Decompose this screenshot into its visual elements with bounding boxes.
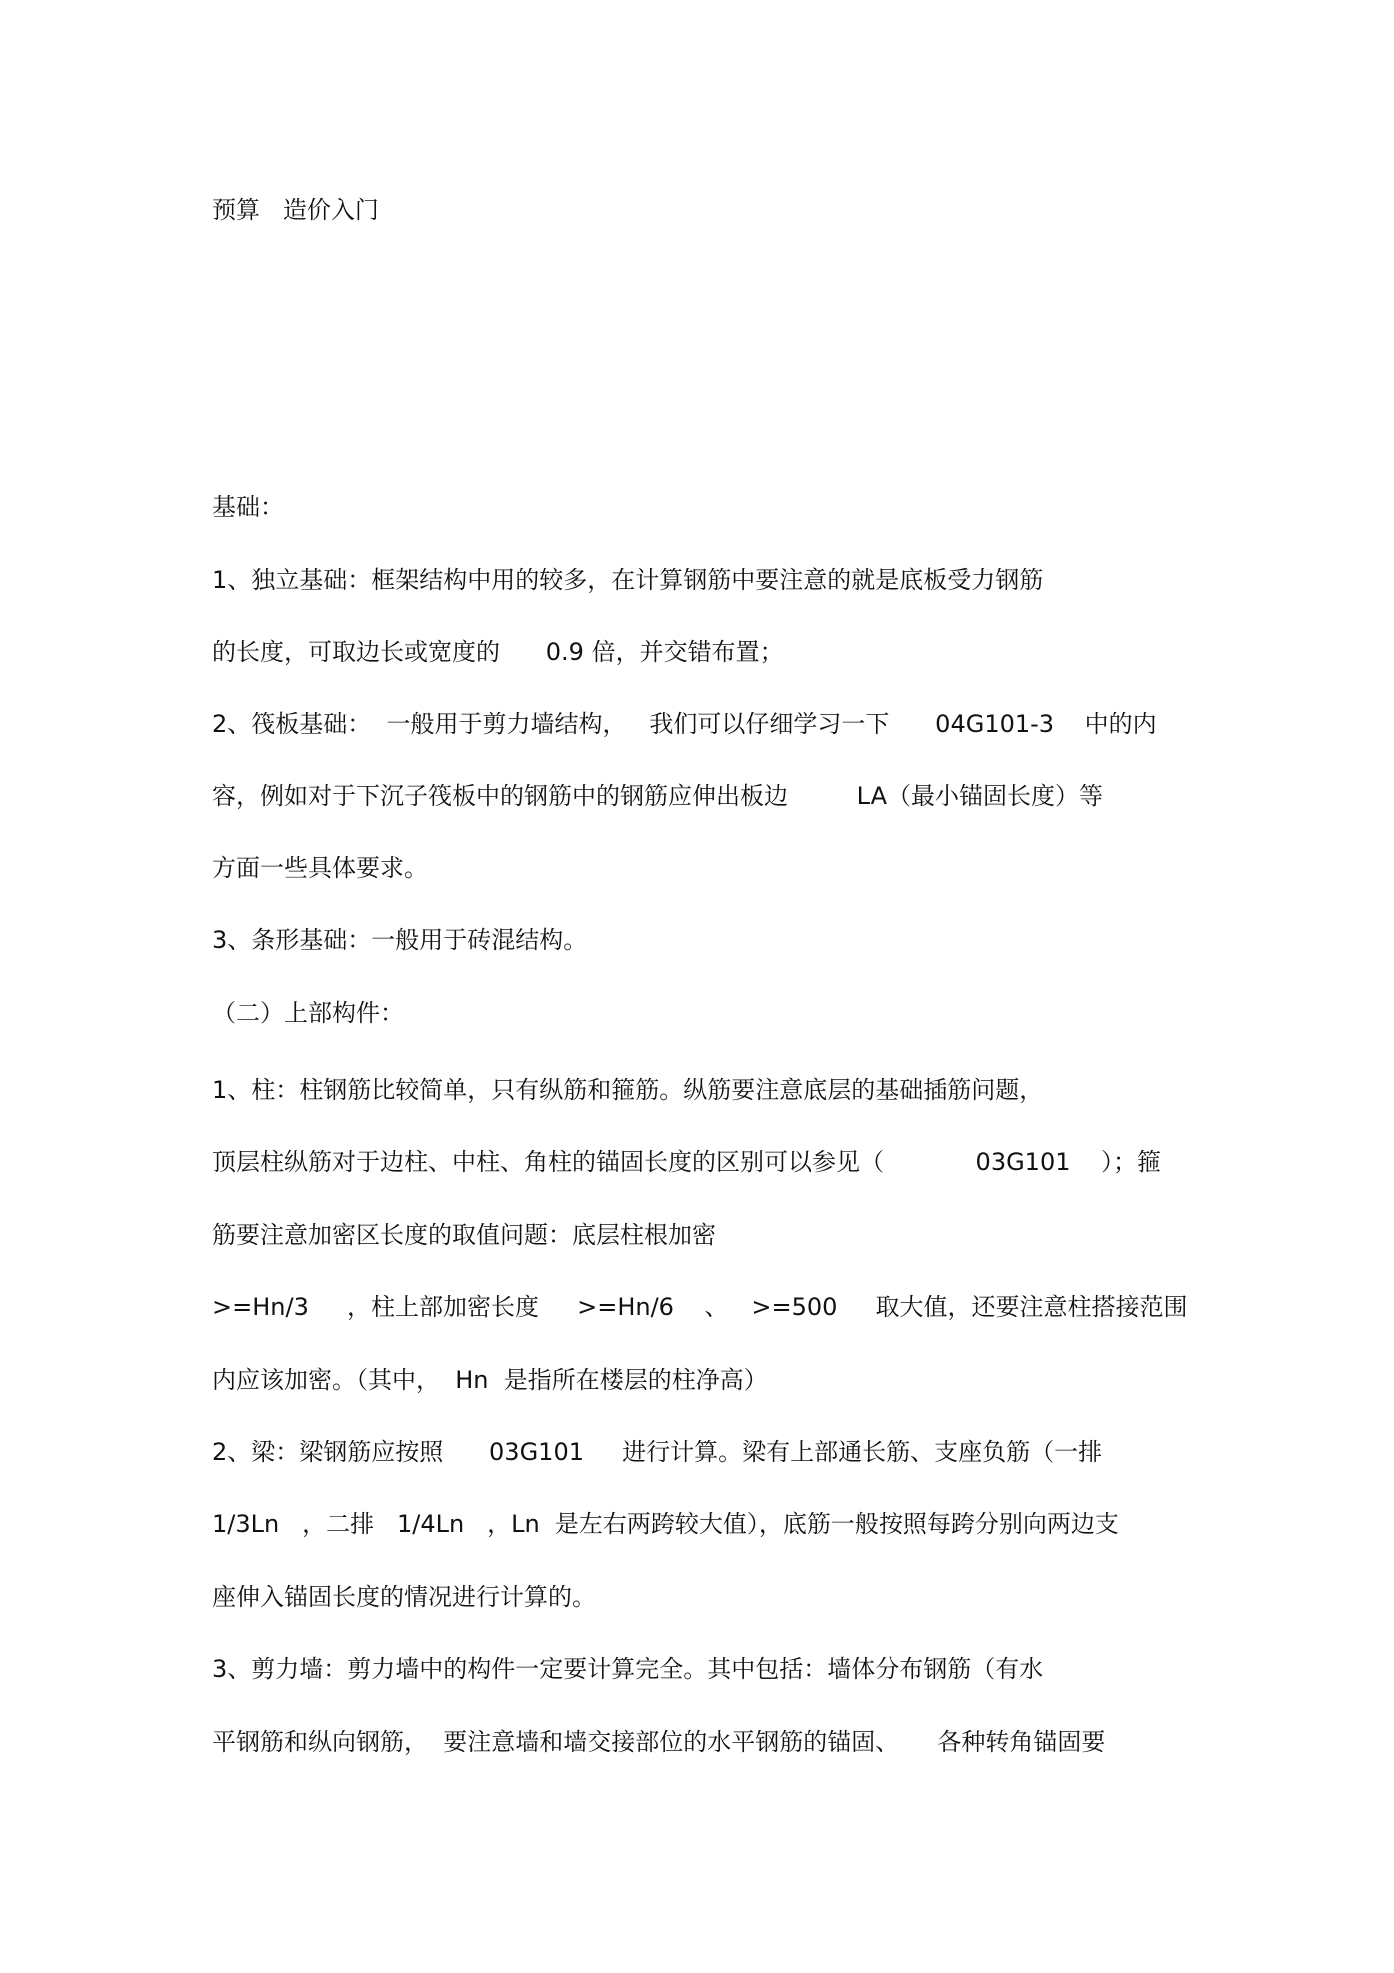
text-line: 平钢筋和纵向钢筋， 要注意墙和墙交接部位的水平钢筋的锚固、 各种转角锚固要 bbox=[212, 1728, 1106, 1756]
text-line: 2、梁：梁钢筋应按照 03G101 进行计算。梁有上部通长筋、支座负筋（一排 bbox=[212, 1438, 1103, 1466]
text-line: 1/3Ln ，二排 1/4Ln ，Ln 是左右两跨较大值），底筋一般按照每跨分别向两边支 bbox=[212, 1510, 1119, 1538]
text-line: 1、柱：柱钢筋比较简单，只有纵筋和箍筋。纵筋要注意底层的基础插筋问题， bbox=[212, 1076, 1044, 1104]
text-line: 3、剪力墙：剪力墙中的构件一定要计算完全。其中包括：墙体分布钢筋（有水 bbox=[212, 1655, 1044, 1683]
text-line: 3、条形基础：一般用于砖混结构。 bbox=[212, 926, 588, 954]
text-line: 顶层柱纵筋对于边柱、中柱、角柱的锚固长度的区别可以参见（ 03G101 ）；箍 bbox=[212, 1148, 1162, 1176]
text-line: 方面一些具体要求。 bbox=[212, 854, 428, 882]
text-line: >=Hn/3 ，柱上部加密长度 >=Hn/6 、 >=500 取大值，还要注意柱搭接范围 bbox=[212, 1293, 1188, 1321]
text-line: 2、筏板基础： 一般用于剪力墙结构， 我们可以仔细学习一下 04G101-3 中的内 bbox=[212, 710, 1157, 738]
text-line: 座伸入锚固长度的情况进行计算的。 bbox=[212, 1583, 596, 1611]
document-title: 预算 造价入门 bbox=[212, 196, 379, 224]
text-line: 筋要注意加密区长度的取值问题：底层柱根加密 bbox=[212, 1221, 716, 1249]
text-line: 容，例如对于下沉子筏板中的钢筋中的钢筋应伸出板边 LA（最小锚固长度）等 bbox=[212, 782, 1103, 810]
text-line: 1、独立基础：框架结构中用的较多，在计算钢筋中要注意的就是底板受力钢筋 bbox=[212, 566, 1044, 594]
text-line: 基础： bbox=[212, 493, 284, 521]
text-line: （二）上部构件： bbox=[212, 999, 404, 1027]
text-line: 内应该加密。（其中， Hn 是指所在楼层的柱净高） bbox=[212, 1366, 768, 1394]
text-line: 的长度，可取边长或宽度的 0.9 倍，并交错布置； bbox=[212, 638, 784, 666]
